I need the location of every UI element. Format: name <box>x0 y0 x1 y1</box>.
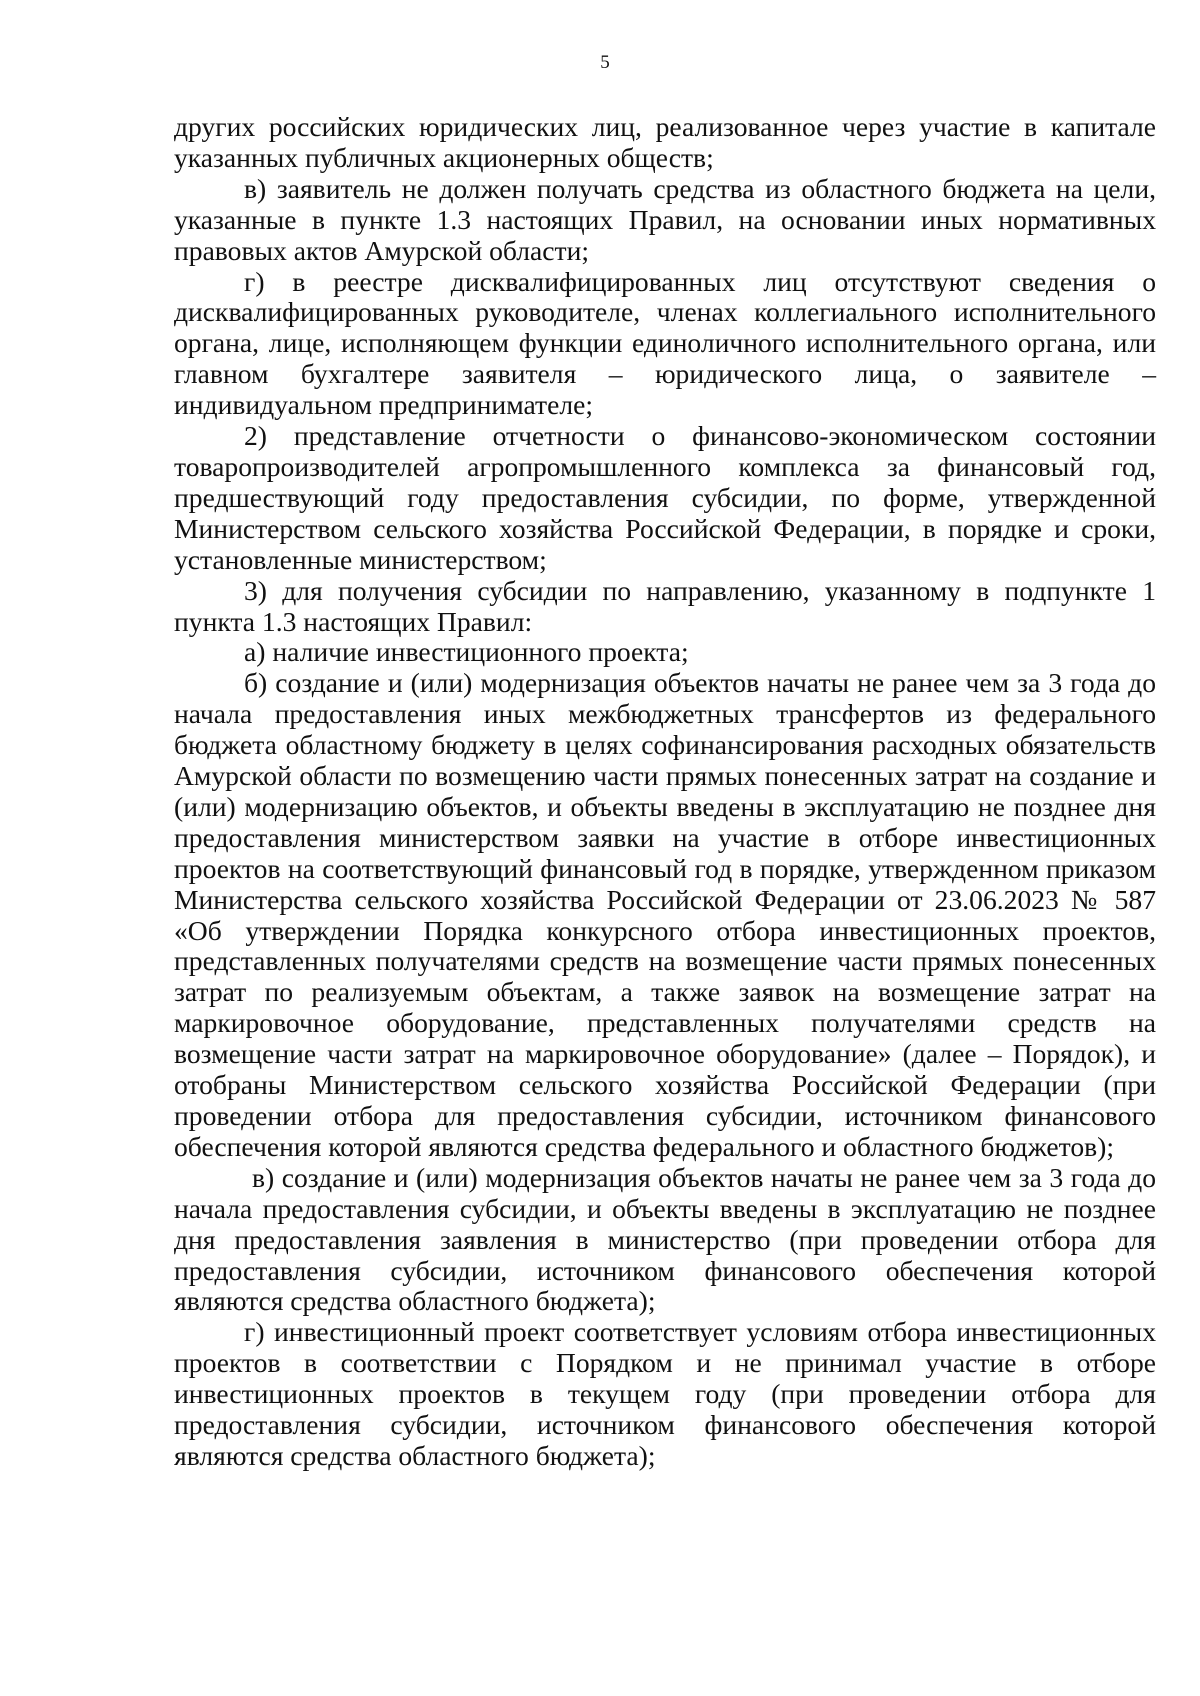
paragraph-item-v: в) заявитель не должен получать средства из областного бюджета на цели, указанные в пункте 1.3 настоящих Правил, на основании иных нормативных правовых актов Амурской области; <box>174 172 1156 266</box>
paragraph-item-2: 2) представление отчетности о финансово-экономическом состоянии товаропроизводителей агропромышленного комплекса за финансовый год, предшествующий году предоставления субсидии, по форме, утвержденной Министерством сельского хозяйства Российской Федерации, в порядке и сроки, установленные министерством; <box>174 420 1156 575</box>
paragraph-item-3a: а) наличие инвестиционного проекта; <box>244 636 689 668</box>
page-number: 5 <box>600 52 610 73</box>
paragraph-continuation: других российских юридических лиц, реализованное через участие в капитале указанных публичных акционерных обществ; <box>174 111 1156 173</box>
paragraph-item-3b: б) создание и (или) модернизация объектов начаты не ранее чем за 3 года до начала предоставления иных межбюджетных трансфертов из федерального бюджета областному бюджету в целях софинансирования расходных обязательств Амурской области по возмещению части прямых понесенных затрат на создание и (или) модернизацию объектов, и объекты введены в эксплуатацию не позднее дня предоставления министерством заявки на участие в отборе инвестиционных проектов на соответствующий финансовый год в порядке, утвержденном приказом Министерства сельского хозяйства Российской Федерации от 23.06.2023 № 587 «Об утверждении Порядка конкурсного отбора инвестиционных проектов, представленных получателями средств на возмещение части прямых понесенных затрат по реализуемым объектам, а также заявок на возмещение затрат на маркировочное оборудование, представленных получателями средств на возмещение части затрат на маркировочное оборудование» (далее – Порядок), и отобраны Министерством сельского хозяйства Российской Федерации (при проведении отбора для предоставления субсидии, источником финансового обеспечения которой являются средства федерального и областного бюджетов); <box>174 667 1156 1162</box>
paragraph-item-3g: г) инвестиционный проект соответствует условиям отбора инвестиционных проектов в соответствии с Порядком и не принимал участие в отборе инвестиционных проектов в текущем году (при проведении отбора для предоставления субсидии, источником финансового обеспечения которой являются средства областного бюджета); <box>174 1316 1156 1471</box>
paragraph-item-3: 3) для получения субсидии по направлению, указанному в подпункте 1 пункта 1.3 настоящих Правил: <box>174 574 1156 637</box>
paragraph-item-g: г) в реестре дисквалифицированных лиц отсутствуют сведения о дисквалифицированных руководителе, членах коллегиального исполнительного органа, лице, исполняющем функции единоличного исполнительного органа, или главном бухгалтере заявителя – юридического лица, о заявителе – индивидуальном предпринимателе; <box>174 265 1156 421</box>
document-body <box>174 112 1156 1472</box>
paragraph-item-3v: в) создание и (или) модернизация объектов начаты не ранее чем за 3 года до начала предоставления субсидии, и объекты введены в эксплуатацию не позднее дня предоставления заявления в министерство (при проведении отбора для предоставления субсидии, источником финансового обеспечения которой являются средства областного бюджета); <box>174 1161 1156 1317</box>
